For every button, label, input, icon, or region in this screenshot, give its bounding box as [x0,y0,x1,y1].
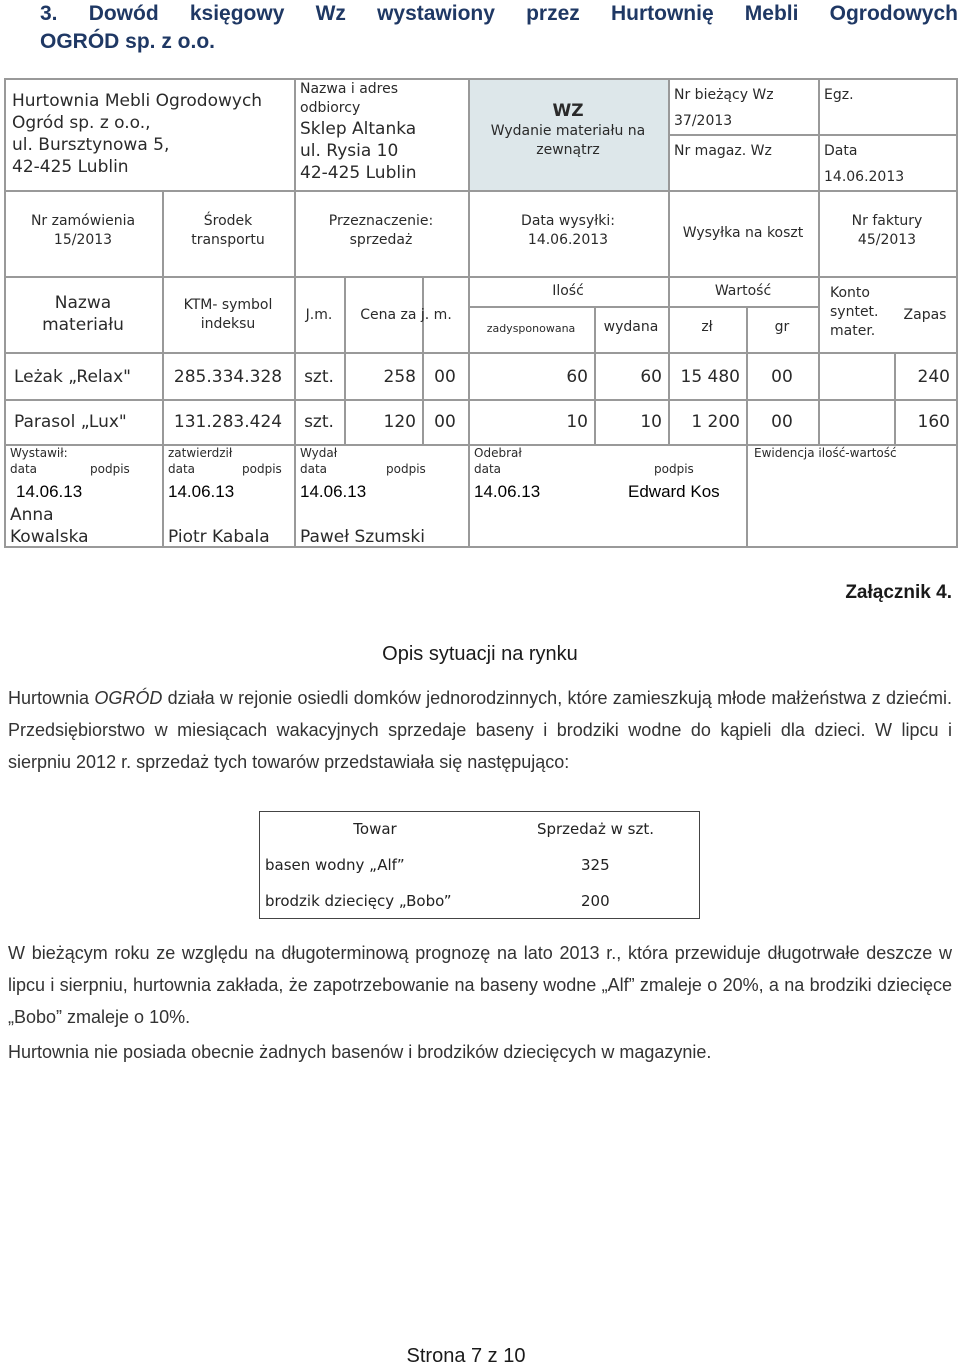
recipient-label: Nazwa i adres [300,81,399,97]
recipient-street: ul. Rysia 10 [300,141,399,161]
zamowienie-value: 15/2013 [53,232,113,248]
cell-towar: brodzik dziecięcy „Bobo” [265,892,452,910]
data-wysylki-label: Data wysyłki: [521,213,615,229]
sender-line: Ogród sp. z o.o., [12,113,151,133]
doc-title: Wydanie materiału na [490,123,646,139]
row1-cena-zl: 258 [383,367,416,387]
col-zadysponowana: zadysponowana [486,322,576,335]
row2-ktm: 131.283.424 [173,412,283,432]
row2-zadysp: 10 [566,412,588,432]
zamowienie-label: Nr zamówienia [30,213,136,229]
header-towar: Towar [353,820,397,838]
ewidencja-label: Ewidencja ilość-wartość [754,446,897,460]
recipient-label: odbiorcy [300,100,361,116]
company-name: OGRÓD [94,688,163,708]
podpis-small: podpis [386,462,426,476]
paragraph-text: działa w rejonie osiedli domków jednorodzinnych, które zamieszkują młode małżeństwa z dziećmi. Przedsiębiorstwo w miesiącach wakacyjnych sprzedaje baseny i brodziki wodne do kąpieli dla dzieci. W lipcu i sierpniu 2012 r. sprzedaż tych towarów przedstawiała się następująco: [8,688,952,772]
data-small: data [300,462,328,476]
data-label: Data [824,143,858,159]
transport [162,212,294,250]
sig-date: 14.06.13 [474,482,541,501]
odebral-label: Odebrał [474,446,522,460]
section-heading: 3. Dowód księgowy Wz wystawiony przez Hurtownię Mebli Ogrodowych [40,2,958,25]
divider [668,78,670,276]
header-sprzedaz: Sprzedaż w szt. [536,820,655,838]
col-nazwa-text: Nazwa [54,293,112,313]
data-small: data [474,462,502,476]
col-konto-text: mater. [830,323,876,339]
row2-jm: szt. [304,412,334,432]
row1-wydana: 60 [640,367,662,387]
faktura-value: 45/2013 [857,232,917,248]
col-ktm-text: KTM- symbol [183,297,273,313]
col-nazwa [4,292,162,336]
paragraph-2: W bieżącym roku ze względu na długoterminową prognozę na lato 2013 r., która przewiduje długotrwałe deszcze w lipcu i sierpniu, hurtownia zakłada, że zapotrzebowanie na baseny wodne „Alf” zmaleje o 20%, a na brodziki dziecięce „Bobo” zmaleje o 10%. [8,943,952,1027]
sig-receiver: Edward Kos [628,482,720,501]
wysylka-koszt: Wysyłka na koszt [682,225,804,241]
col-gr: gr [774,319,790,335]
sig-date: 14.06.13 [168,482,235,501]
col-konto-text: Konto [830,285,870,301]
przeznaczenie-value: sprzedaż [349,232,413,248]
divider [4,190,958,192]
divider [4,546,958,548]
doc-title: zewnątrz [536,142,600,158]
col-ktm-text: indeksu [200,316,256,332]
data-wysylki-value: 14.06.2013 [527,232,609,248]
row2-wydana: 10 [640,412,662,432]
zatwierdzil-label: zatwierdził [168,446,233,460]
faktura-label: Nr faktury [851,213,923,229]
col-wydana: wydana [603,319,659,335]
sig-name: Anna [10,505,54,525]
nr-biezacy-label: Nr bieżący Wz [674,87,774,103]
divider [294,78,296,190]
divider [4,276,958,278]
row1-ktm: 285.334.328 [173,367,283,387]
recipient-city: 42-425 Lublin [300,163,417,183]
sig-date: 14.06.13 [16,482,83,501]
row1-wart-zl: 15 480 [680,367,740,387]
podpis-small: podpis [654,462,694,476]
nr-magaz-label: Nr magaz. Wz [674,143,772,159]
cell-sprzedaz: 325 [581,856,610,874]
przeznaczenie-label: Przeznaczenie: [328,213,434,229]
nr-biezacy: 37/2013 [674,113,733,129]
paragraph-3: Hurtownia nie posiada obecnie żadnych basenów i brodzików dziecięcych w magazynie. [8,1042,712,1062]
col-ktm [162,296,294,334]
row2-cena-gr: 00 [434,412,456,432]
recipient-name: Sklep Altanka [300,119,417,139]
section-heading-line2: OGRÓD sp. z o.o. [40,30,216,53]
row1-zapas: 240 [917,367,950,387]
divider [4,352,958,354]
table-row [259,883,700,919]
wz-title [468,100,668,160]
col-jm: J.m. [305,307,333,323]
table-header-row [259,811,700,847]
divider [4,399,958,401]
sig-name: Paweł Szumski [300,527,425,547]
divider [4,78,958,80]
col-ilosc: Ilość [552,283,584,299]
col-zapas: Zapas [903,307,947,323]
row2-cena-zl: 120 [383,412,416,432]
col-konto-text: syntet. [830,304,879,320]
wz-document [4,78,958,548]
zamowienie [4,212,162,250]
sig-name: Piotr Kabala [168,527,270,547]
faktura [818,212,956,250]
podpis-small: podpis [90,462,130,476]
wystawil-label: Wystawił: [10,446,68,460]
row2-name: Parasol „Lux" [14,412,127,432]
table-row [259,847,700,883]
sender-line: 42-425 Lublin [12,157,129,177]
egz-label: Egz. [824,87,854,103]
col-wartosc: Wartość [714,283,772,299]
sender-line: ul. Bursztynowa 5, [12,135,170,155]
przeznaczenie [294,212,468,250]
page-footer: Strona 7 z 10 [406,1345,526,1367]
cell-towar: basen wodny „Alf” [265,856,405,874]
sig-date: 14.06.13 [300,482,367,501]
paragraph-1 [8,682,952,778]
wydal-label: Wydał [300,446,338,460]
sender-line: Hurtownia Mebli Ogrodowych [12,91,263,111]
cell-sprzedaz: 200 [581,892,610,910]
divider [818,78,820,190]
row1-wart-gr: 00 [771,367,793,387]
row1-zadysp: 60 [566,367,588,387]
col-cena: Cena za j. m. [360,307,452,323]
sig-name: Kowalska [10,527,89,547]
col-nazwa-text: materiału [42,315,124,335]
sender-address [12,90,292,178]
divider [956,78,958,548]
recipient-block [300,80,465,184]
transport-label: Środek [203,213,253,229]
row1-cena-gr: 00 [434,367,456,387]
data-small: data [168,462,196,476]
divider [668,134,958,136]
data-value: 14.06.2013 [824,169,905,185]
row2-zapas: 160 [917,412,950,432]
row1-name: Leżak „Relax" [14,367,131,387]
sales-table [259,811,700,919]
data-wysylki [468,212,668,250]
row2-wart-gr: 00 [771,412,793,432]
transport-label: transportu [191,232,265,248]
data-small: data [10,462,38,476]
section-title: Opis sytuacji na rynku [382,643,578,665]
attachment-label: Załącznik 4. [845,582,952,603]
divider [468,306,818,308]
row2-wart-zl: 1 200 [691,412,740,432]
col-konto [830,284,894,341]
paragraph-text: Hurtownia [8,688,95,708]
doc-code: WZ [552,101,584,121]
row1-jm: szt. [304,367,334,387]
col-zl: zł [701,319,713,335]
podpis-small: podpis [242,462,282,476]
